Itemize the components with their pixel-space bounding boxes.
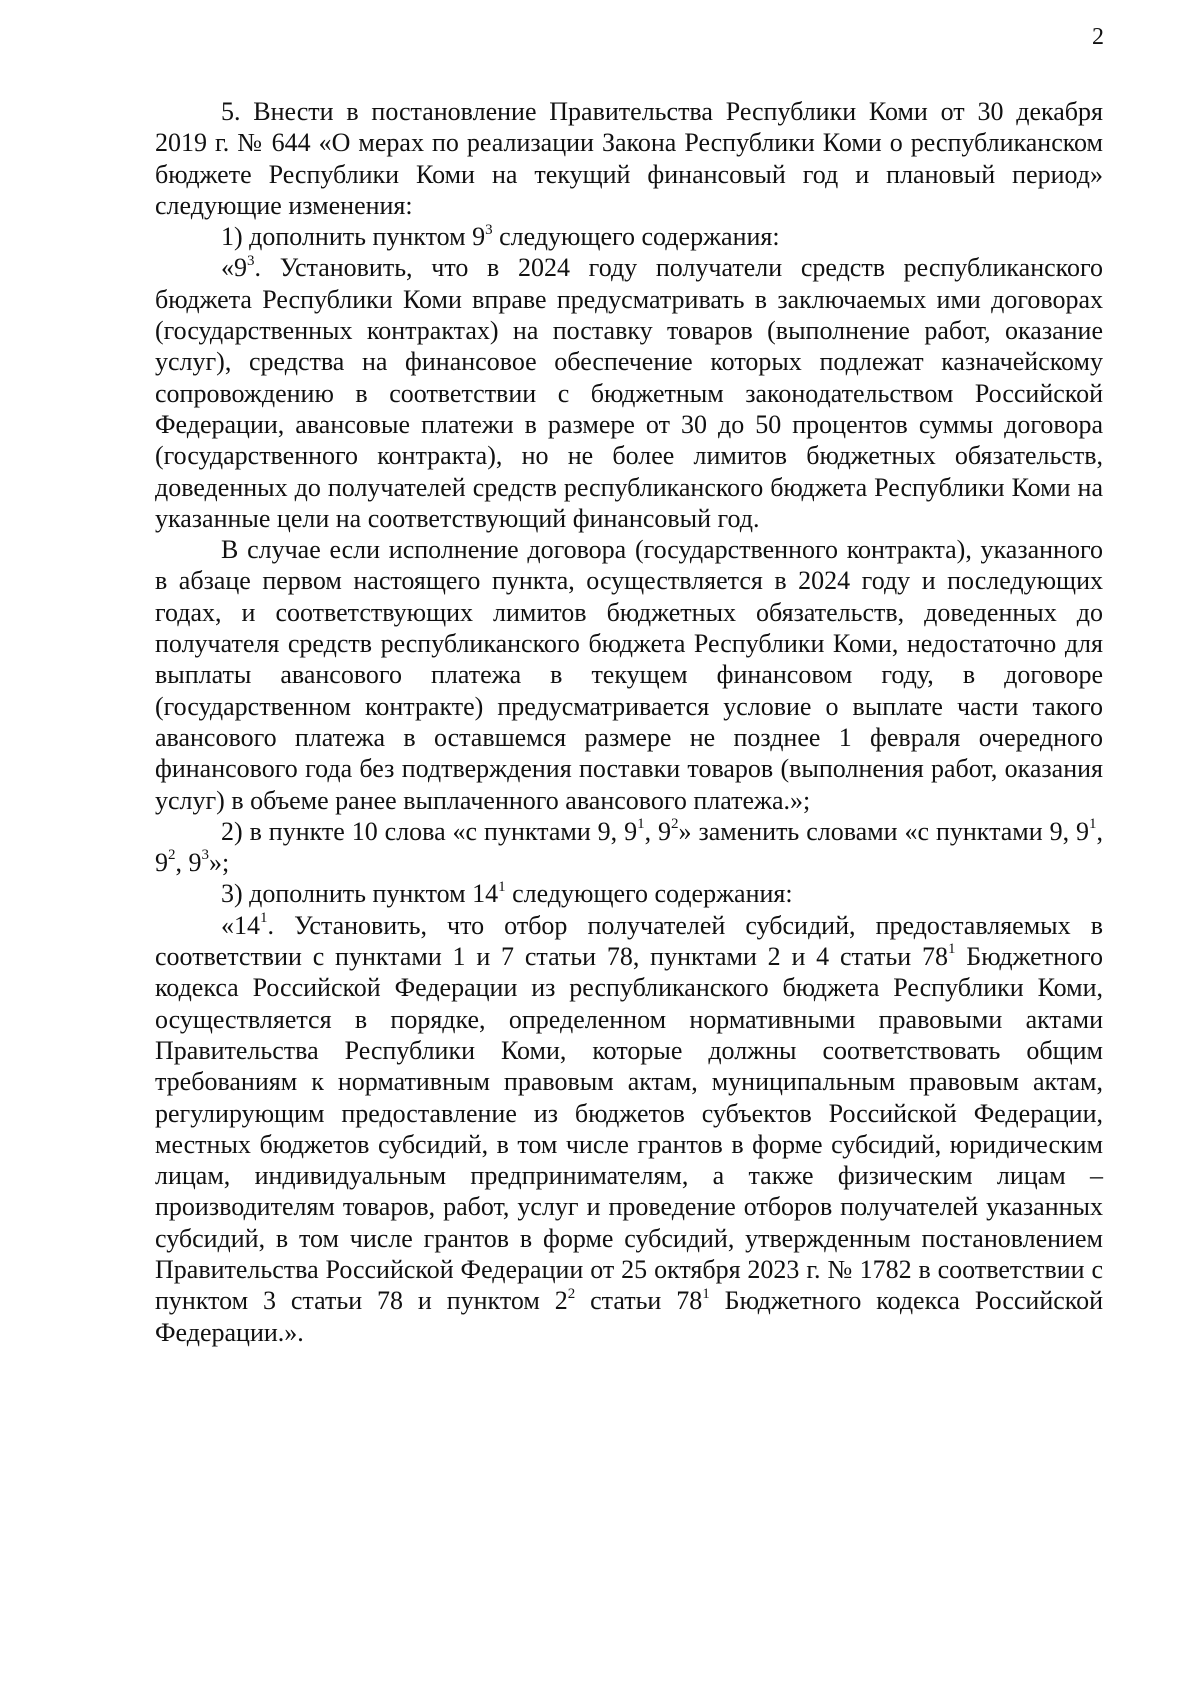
- paragraph-3: [155, 252, 1103, 534]
- text-segment: «9: [221, 253, 247, 283]
- text-segment: статьи 78: [575, 1286, 703, 1316]
- text-segment: 1) дополнить пунктом 9: [221, 222, 486, 252]
- text-segment: В случае если исполнение договора (государственного контракта), указанного в абзаце первом настоящего пункта, осуществляется в 2024 году и последующих годах, и соответствующих лимитов бюджетных обязательств, доведенных до получателя средств республиканского бюджета Республики Коми, недостаточно для выплаты авансового платежа в текущем финансовом году, в договоре (государственном контракте) предусматривается условие о выплате части такого авансового платежа в оставшемся размере не позднее 1 февраля очередного финансового года без подтверждения поставки товаров (выполнения работ, оказания услуг) в объеме ранее выплаченного авансового платежа.»;: [155, 535, 1103, 815]
- page-number: 2: [1092, 24, 1104, 50]
- superscript: 2: [168, 847, 176, 864]
- superscript: 1: [260, 910, 268, 927]
- superscript: 1: [637, 816, 645, 833]
- text-segment: , 9: [175, 848, 202, 878]
- paragraph-4: [155, 534, 1103, 816]
- text-segment: следующего содержания:: [492, 222, 780, 252]
- superscript: 3: [485, 221, 493, 238]
- superscript: 1: [498, 878, 506, 895]
- text-segment: Бюджетного кодекса Российской Федерации из республиканского бюджета Республики Коми, осуществляется в порядке, определенном нормативными правовыми актами Правительства Республики Коми, которые должны соответствовать общим требованиям к нормативным правовым актам, муниципальным правовым актам, регулирующим предоставление из бюджетов субъектов Российской Федерации, местных бюджетов субсидий, в том числе грантов в форме субсидий, юридическим лицам, индивидуальным предпринимателям, а также физическим лицам – производителям товаров, работ, услуг и проведение отборов получателей указанных субсидий, в том числе грантов в форме субсидий, утвержденным постановлением Правительства Российской Федерации от 25 октября 2023 г. № 1782 в соответствии с пунктом 3 статьи 78 и пунктом 2: [155, 942, 1103, 1316]
- text-segment: » заменить словами «с пунктами 9, 9: [678, 816, 1090, 846]
- text-segment: . Установить, что в 2024 году получатели средств республиканского бюджета Республики Коми вправе предусматривать в заключаемых ими договорах (государственных контрактах) на поставку товаров (выполнение работ, оказание услуг), средства на финансовое обеспечение которых подлежат казначейскому сопровождению в соответствии с бюджетным законодательством Российской Федерации, авансовые платежи в размере от 30 до 50 процентов суммы договора (государственного контракта), но не более лимитов бюджетных обязательств, доведенных до получателей средств республиканского бюджета Республики Коми на указанные цели на соответствующий финансовый год.: [155, 253, 1103, 533]
- text-segment: , 9: [155, 816, 1104, 878]
- text-segment: Бюджетного кодекса Российской Федерации.».: [155, 1286, 1104, 1347]
- paragraph-5: [155, 816, 1103, 879]
- text-segment: 2) в пункте 10 слова «с пунктами 9, 9: [221, 816, 638, 846]
- superscript: 1: [1089, 816, 1097, 833]
- text-segment: «14: [221, 910, 260, 940]
- text-segment: . Установить, что отбор получателей субсидий, предоставляемых в соответствии с пунктами 1 и 7 статьи 78, пунктами 2 и 4 статьи 78: [155, 910, 1103, 972]
- text-segment: 3) дополнить пунктом 14: [221, 879, 499, 909]
- text-segment: »;: [209, 848, 230, 878]
- superscript: 2: [671, 816, 679, 833]
- document-body: [155, 96, 1103, 1348]
- paragraph-7: [155, 910, 1103, 1348]
- text-segment: 5. Внести в постановление Правительства Республики Коми от 30 декабря 2019 г. № 644 «О мерах по реализации Закона Республики Коми о республиканском бюджете Республики Коми на текущий финансовый год и плановый период» следующие изменения:: [155, 97, 1103, 220]
- paragraph-1: [155, 96, 1103, 221]
- text-segment: , 9: [644, 816, 672, 846]
- superscript: 1: [947, 941, 956, 958]
- superscript: 1: [702, 1285, 710, 1302]
- paragraph-2: [155, 221, 1103, 252]
- text-segment: следующего содержания:: [505, 879, 793, 909]
- superscript: 3: [201, 847, 209, 864]
- paragraph-6: [155, 878, 1103, 909]
- superscript: 3: [247, 252, 255, 269]
- superscript: 2: [567, 1285, 576, 1302]
